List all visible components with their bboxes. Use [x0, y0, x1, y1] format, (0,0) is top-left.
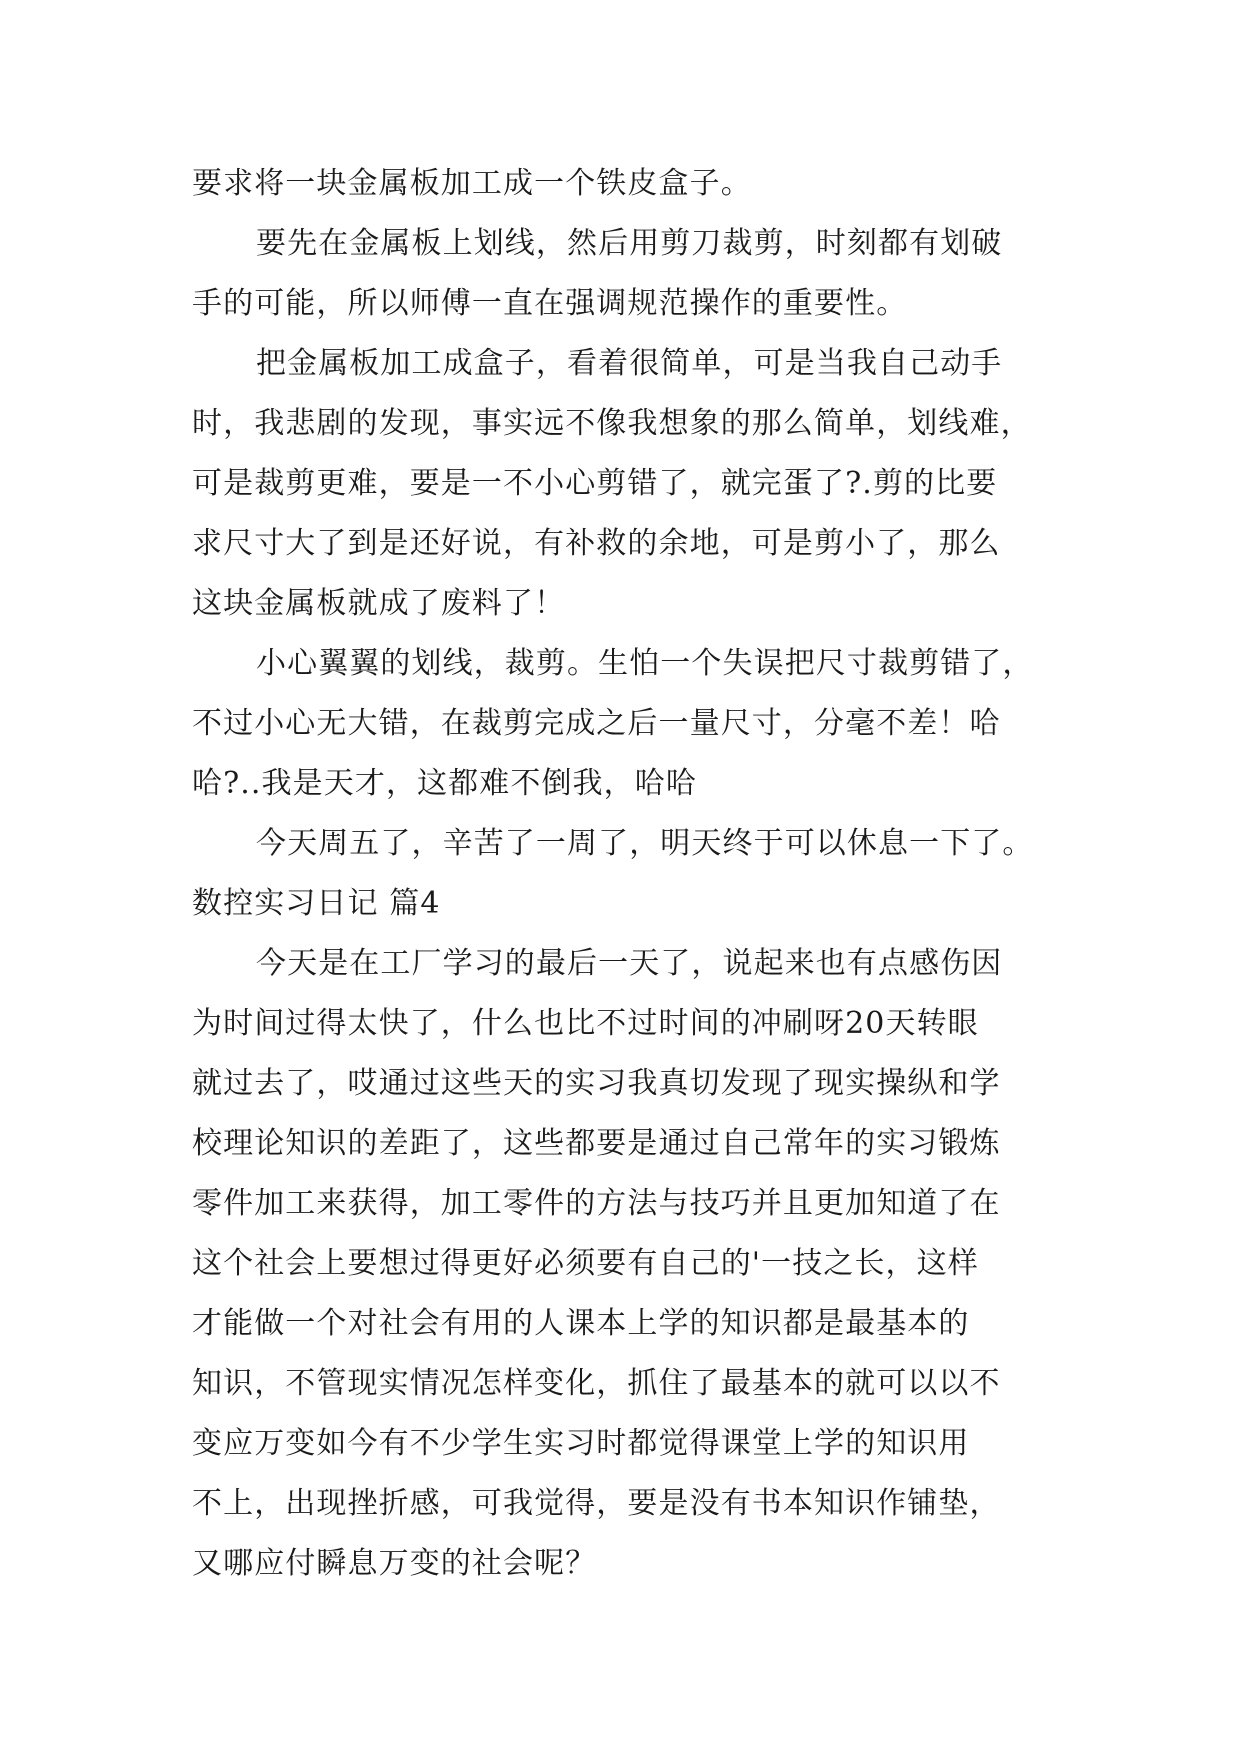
text-line: 求尺寸大了到是还好说，有补救的余地，可是剪小了，那么 [192, 526, 1001, 561]
text-line: 手的可能，所以师傅一直在强调规范操作的重要性。 [192, 286, 908, 321]
document-body [192, 154, 1072, 1594]
text-line: 为时间过得太快了，什么也比不过时间的冲刷呀20天转眼 [192, 1006, 979, 1041]
text-line: 哈?..我是天才，这都难不倒我，哈哈 [192, 766, 697, 801]
text-line: 才能做一个对社会有用的人课本上学的知识都是最基本的 [192, 1306, 970, 1341]
text-line: 这块金属板就成了废料了！ [192, 586, 566, 621]
text-line: 又哪应付瞬息万变的社会呢？ [192, 1546, 597, 1581]
text-line: 时，我悲剧的发现，事实远不像我想象的那么简单，划线难， [192, 406, 1032, 441]
text-line: 要求将一块金属板加工成一个铁皮盒子。 [192, 166, 752, 201]
text-line: 这个社会上要想过得更好必须要有自己的'一技之长，这样 [192, 1246, 979, 1281]
text-line: 不上，出现挫折感，可我觉得，要是没有书本知识作铺垫， [192, 1486, 1001, 1521]
paragraph-first-line: 把金属板加工成盒子，看着很简单，可是当我自己动手 [256, 346, 1003, 381]
paragraph-first-line: 今天周五了，辛苦了一周了，明天终于可以休息一下了。 [256, 826, 1034, 861]
text-line: 零件加工来获得，加工零件的方法与技巧并且更加知道了在 [192, 1186, 1001, 1221]
text-line: 不过小心无大错，在裁剪完成之后一量尺寸，分毫不差！哈 [192, 706, 1001, 741]
text-line: 可是裁剪更难，要是一不小心剪错了，就完蛋了?.剪的比要 [192, 466, 998, 501]
paragraph-first-line: 小心翼翼的划线，裁剪。生怕一个失误把尺寸裁剪错了， [256, 646, 1034, 681]
text-line: 知识，不管现实情况怎样变化，抓住了最基本的就可以以不 [192, 1366, 1001, 1401]
text-line: 变应万变如今有不少学生实习时都觉得课堂上学的知识用 [192, 1426, 970, 1461]
paragraph-first-line: 今天是在工厂学习的最后一天了，说起来也有点感伤因 [256, 946, 1003, 981]
text-line: 校理论知识的差距了，这些都要是通过自己常年的实习锻炼 [192, 1126, 1001, 1161]
section-heading: 数控实习日记 篇4 [192, 886, 441, 921]
paragraph-first-line: 要先在金属板上划线，然后用剪刀裁剪，时刻都有划破 [256, 226, 1003, 261]
text-line: 就过去了，哎通过这些天的实习我真切发现了现实操纵和学 [192, 1066, 1001, 1101]
